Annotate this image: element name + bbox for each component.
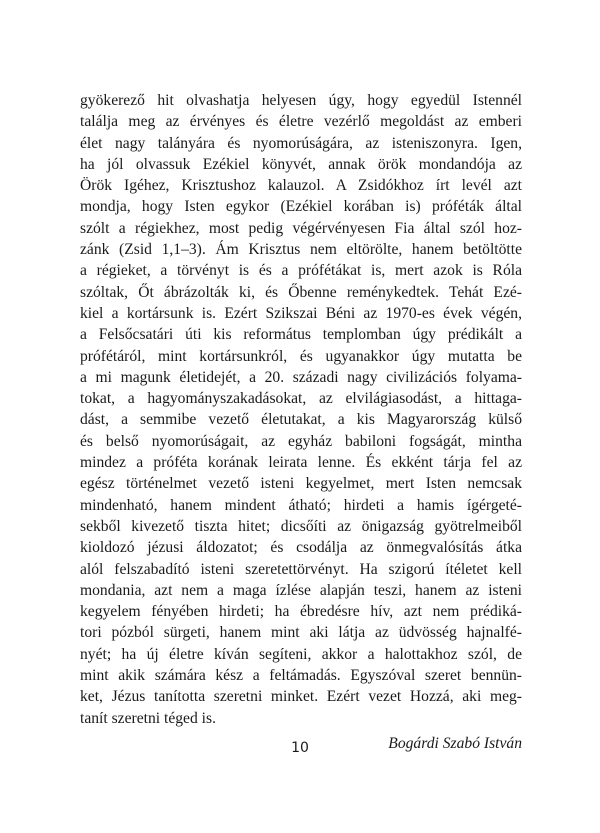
- text-line: kiel a kortársunk is. Ezért Szikszai Béni az 1970-es évek végén,: [80, 304, 522, 322]
- text-line: élet nagy talányára és nyomorúságára, az isteniszonyra. Igen,: [80, 134, 522, 152]
- text-line: tanít szeretni téged is.: [80, 709, 216, 727]
- text-line: szólt a régiekhez, most pedig végérvényesen Fia által szól hoz-: [80, 219, 522, 237]
- text-line: egész történelmet vezető isteni kegyelmet, mert Isten nemcsak: [80, 475, 522, 493]
- text-line: mint akik számára kész a feltámadás. Egyszóval szeret bennün-: [80, 667, 522, 685]
- text-line: tori pózból sürgeti, hanem mint aki látja az üdvösség hajnalfé-: [80, 624, 522, 642]
- text-line: kioldozó jézusi áldozatot; és csodálja az önmegvalósítás átka: [80, 539, 522, 557]
- page-content: [80, 90, 522, 754]
- text-line: a mi magunk életidejét, a 20. századi nagy civilizációs folyama-: [80, 368, 522, 386]
- text-line: mindenható, hanem mindent átható; hirdeti a hamis ígérgeté-: [80, 496, 522, 514]
- text-line: találja meg az érvényes és életre vezérlő megoldást az emberi: [80, 113, 522, 131]
- text-line: Örök Igéhez, Krisztushoz kalauzol. A Zsidókhoz írt levél azt: [80, 177, 522, 195]
- text-line: nyét; ha új életre kíván segíteni, akkor a halottakhoz szól, de: [80, 645, 522, 663]
- body-paragraph: [80, 90, 522, 729]
- text-line: dást, a semmibe vezető életutakat, a kis Magyarország külső: [80, 411, 522, 429]
- text-line: tokat, a hagyományszakadásokat, az elvilágiasodást, a hittaga-: [80, 390, 522, 408]
- text-line: mondania, azt nem a maga ízlése alapján teszi, hanem az isteni: [80, 581, 522, 599]
- text-line: prófétáról, mint kortársunkról, és ugyanakkor úgy mutatta be: [80, 347, 522, 365]
- author-signature: Bogárdi Szabó István: [388, 734, 522, 752]
- text-line: gyökerező hit olvashatja helyesen úgy, hogy egyedül Istennél: [80, 92, 522, 109]
- text-line: ket, Jézus tanította szeretni minket. Ezért vezet Hozzá, aki meg-: [80, 688, 522, 706]
- text-line: a Felsőcsatári úti kis református templomban úgy prédikált a: [80, 326, 522, 344]
- page-number: 10: [291, 740, 309, 756]
- text-line: mindez a próféta korának leirata lenne. És ekként tárja fel az: [80, 454, 522, 472]
- text-line: zánk (Zsid 1,1–3). Ám Krisztus nem eltörölte, hanem betöltötte: [80, 241, 522, 259]
- text-line: a régieket, a törvényt is és a prófétákat is, mert azok is Róla: [80, 262, 522, 280]
- text-line: szóltak, Őt ábrázolták ki, és Őbenne reménykedtek. Tehát Ezé-: [80, 283, 522, 301]
- text-line: és belső nyomorúságait, az egyház babiloni fogságát, mintha: [80, 432, 522, 450]
- text-line: ha jól olvassuk Ezékiel könyvét, annak örök mondandója az: [80, 155, 522, 173]
- text-line: mondja, hogy Isten egykor (Ezékiel korában is) próféták által: [80, 198, 522, 216]
- text-line: kegyelem fényében hirdeti; ha ébredésre hív, azt nem prédiká-: [80, 603, 522, 621]
- text-line: alól felszabadító isteni szeretettörvényt. Ha szigorú ítéletet kell: [80, 560, 522, 578]
- text-line: sekből kivezető tiszta hitet; dicsőíti az önigazság gyötrelmeiből: [80, 517, 522, 535]
